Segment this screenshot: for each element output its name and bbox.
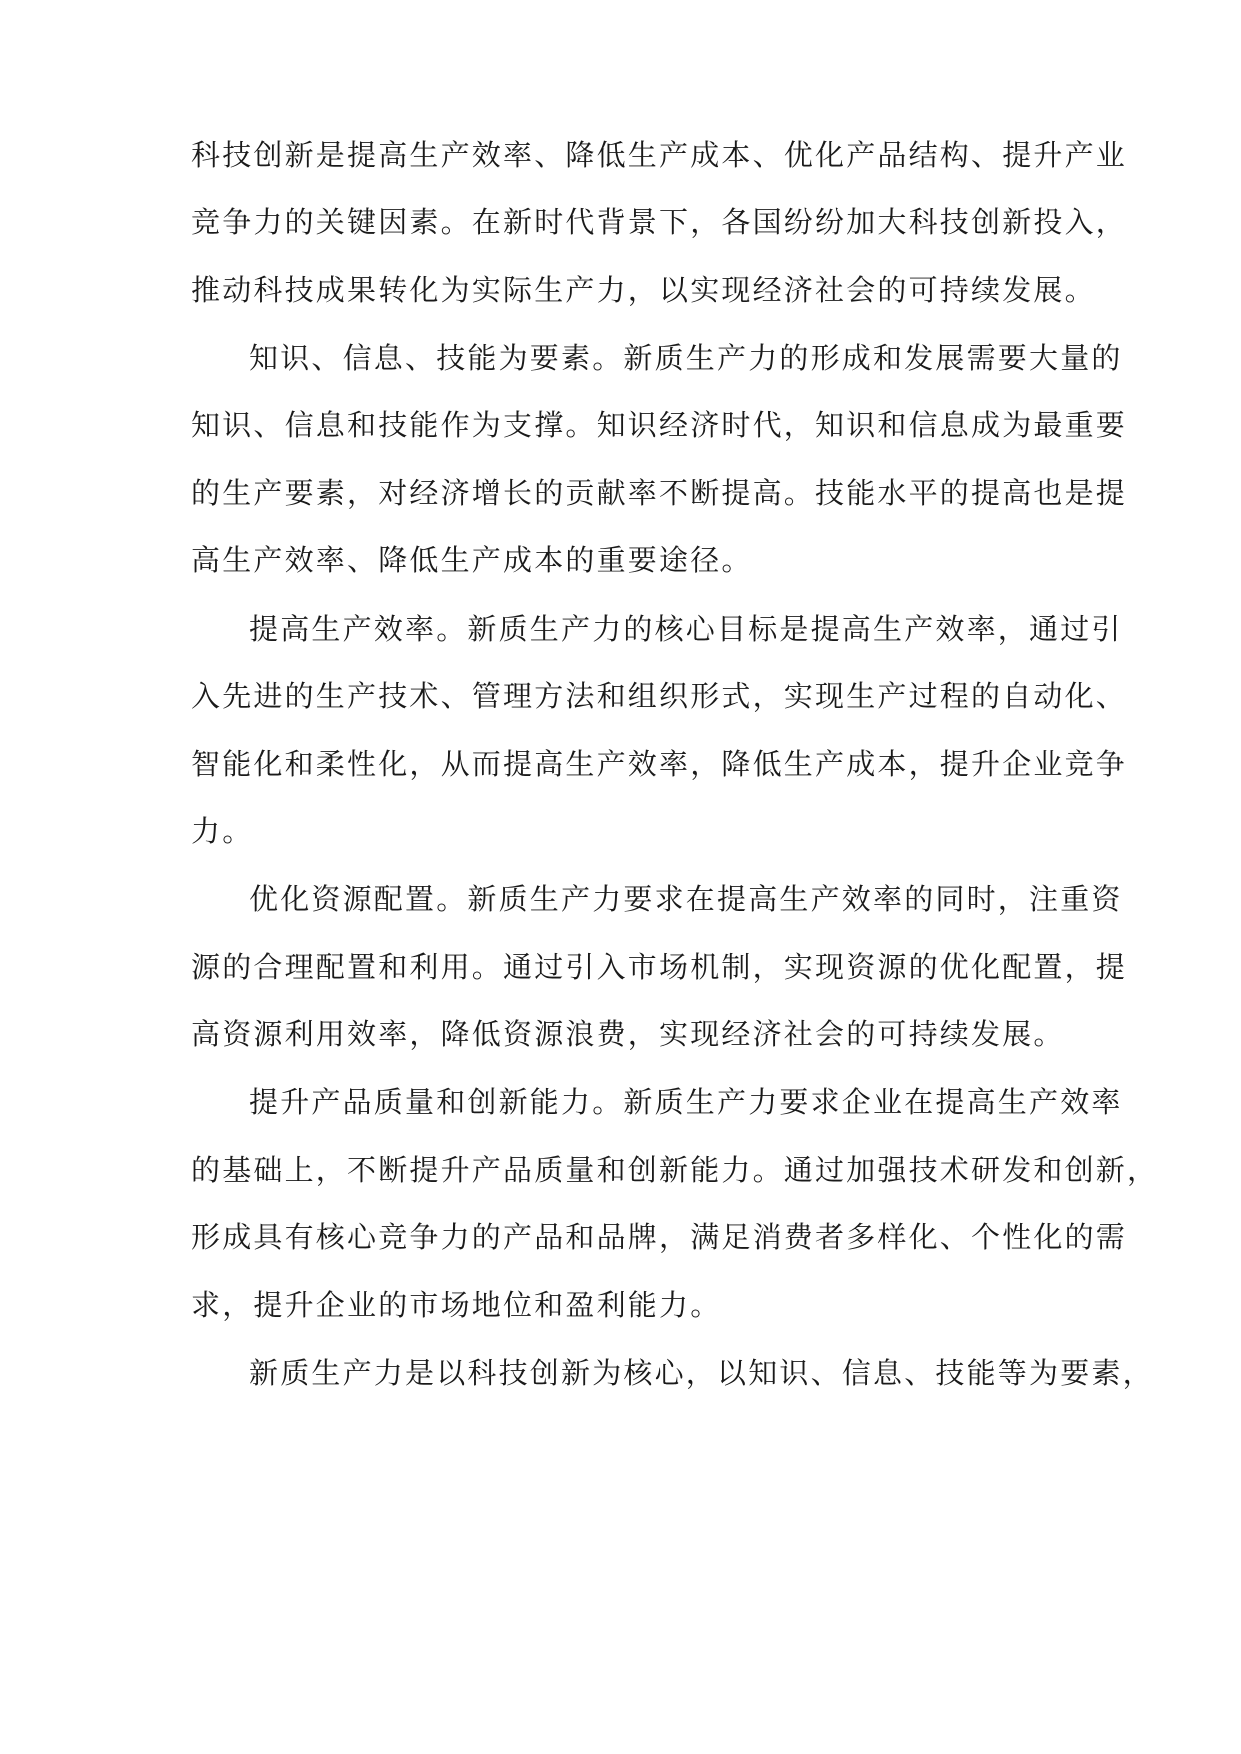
text-line: 高生产效率、降低生产成本的重要途径。 [191, 543, 753, 577]
text-line: 智能化和柔性化，从而提高生产效率，降低生产成本，提升企业竞争 [191, 747, 1128, 781]
paragraph-start-line: 知识、信息、技能为要素。新质生产力的形成和发展需要大量的 [249, 341, 1123, 375]
paragraph-start-line: 提高生产效率。新质生产力的核心目标是提高生产效率，通过引 [249, 612, 1123, 646]
paragraph-start-line: 优化资源配置。新质生产力要求在提高生产效率的同时，注重资 [249, 882, 1123, 916]
text-line: 的基础上，不断提升产品质量和创新能力。通过加强技术研发和创新， [191, 1153, 1159, 1187]
paragraph-start-line: 提升产品质量和创新能力。新质生产力要求企业在提高生产效率 [249, 1085, 1123, 1119]
text-line: 科技创新是提高生产效率、降低生产成本、优化产品结构、提升产业 [191, 138, 1128, 172]
paragraph-start-line: 新质生产力是以科技创新为核心，以知识、信息、技能等为要素， [249, 1356, 1154, 1390]
text-line: 竞争力的关键因素。在新时代背景下，各国纷纷加大科技创新投入， [191, 205, 1128, 239]
text-line: 求，提升企业的市场地位和盈利能力。 [191, 1288, 722, 1322]
text-line: 的生产要素，对经济增长的贡献率不断提高。技能水平的提高也是提 [191, 476, 1128, 510]
text-line: 源的合理配置和利用。通过引入市场机制，实现资源的优化配置，提 [191, 950, 1128, 984]
text-line: 知识、信息和技能作为支撑。知识经济时代，知识和信息成为最重要 [191, 408, 1128, 442]
text-line: 入先进的生产技术、管理方法和组织形式，实现生产过程的自动化、 [191, 679, 1128, 713]
text-line: 力。 [191, 814, 254, 848]
text-line: 高资源利用效率，降低资源浪费，实现经济社会的可持续发展。 [191, 1017, 1065, 1051]
text-line: 推动科技成果转化为实际生产力，以实现经济社会的可持续发展。 [191, 273, 1096, 307]
text-line: 形成具有核心竞争力的产品和品牌，满足消费者多样化、个性化的需 [191, 1220, 1128, 1254]
